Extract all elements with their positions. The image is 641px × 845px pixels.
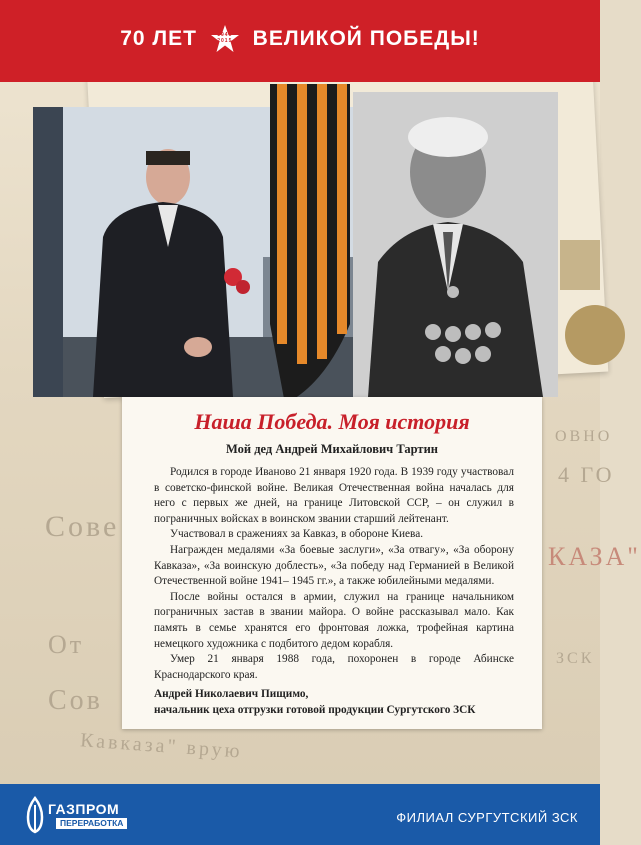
- story-title: Наша Победа. Моя история: [194, 409, 470, 434]
- star-years: 1945 2015: [217, 32, 233, 44]
- background-text: 4 ГО: [558, 462, 615, 487]
- banner-right-text: ВЕЛИКОЙ ПОБЕДЫ!: [252, 27, 480, 50]
- story-paragraph: Родился в городе Иваново 21 января 1920 года. В 1939 году участвовал в советско-финской войне. Великая Отечественная война началась для него с первых же дней, на границе Литовской ССР, – он служил в пограничных войсках в воинском звании старший лейтенант.: [154, 466, 514, 525]
- banner-left-text: 70 ЛЕТ: [120, 27, 197, 50]
- st-george-ribbon: [265, 84, 355, 404]
- story-body: [154, 465, 514, 683]
- story-paragraph: Умер 21 января 1988 года, похоронен в городе Абинске Краснодарского края.: [154, 653, 514, 681]
- logo-name: ГАЗПРОМ: [48, 801, 120, 817]
- story-paragraph: После войны остался в армии, служил на границе начальником пограничных застав в звании майора. О войне рассказывал мало. Как память в семье хранятся его фронтовая ложка, трофейная картина немецкого художника с подбитого дедом корабля.: [154, 590, 514, 650]
- background-text: От: [48, 630, 85, 659]
- story-paragraph: Участвовал в сражениях за Кавказ, в обороне Киева.: [170, 528, 424, 541]
- signature-name: Андрей Николаевич Пищимо,: [154, 688, 309, 700]
- logo-subtitle: ПЕРЕРАБОТКА: [56, 818, 127, 829]
- flame-icon: [22, 797, 48, 833]
- medal-decoration: [560, 240, 600, 360]
- background-text: Кавказа" врую: [79, 729, 244, 763]
- background-text: КАЗА": [548, 542, 641, 571]
- red-star-icon: [210, 24, 240, 54]
- background-text: Сов: [48, 685, 103, 716]
- top-banner: [0, 0, 600, 82]
- footer-bar: [0, 784, 600, 845]
- gazprom-logo: [22, 797, 147, 833]
- photo-veteran: [353, 92, 558, 397]
- story-subtitle: Мой дед Андрей Михайлович Тартин: [226, 442, 438, 456]
- branch-name: ФИЛИАЛ СУРГУТСКИЙ ЗСК: [396, 810, 578, 825]
- background-text: ЗСК: [556, 650, 595, 667]
- signature-role: начальник цеха отгрузки готовой продукции Сургутского ЗСК: [154, 703, 476, 716]
- background-text: ОВНО: [555, 428, 613, 445]
- story-paragraph: Награжден медалями «За боевые заслуги», «За отвагу», «За оборону Кавказа», «За воинскую доблесть», «За победу над Германией в Великой Отечественной войне 1941– 1945 гг.», а также юбилейными медалями.: [154, 543, 514, 588]
- background-text: Сове: [45, 510, 120, 543]
- banner-heading: [0, 24, 600, 54]
- story-card: [122, 397, 542, 729]
- signature: [154, 687, 534, 718]
